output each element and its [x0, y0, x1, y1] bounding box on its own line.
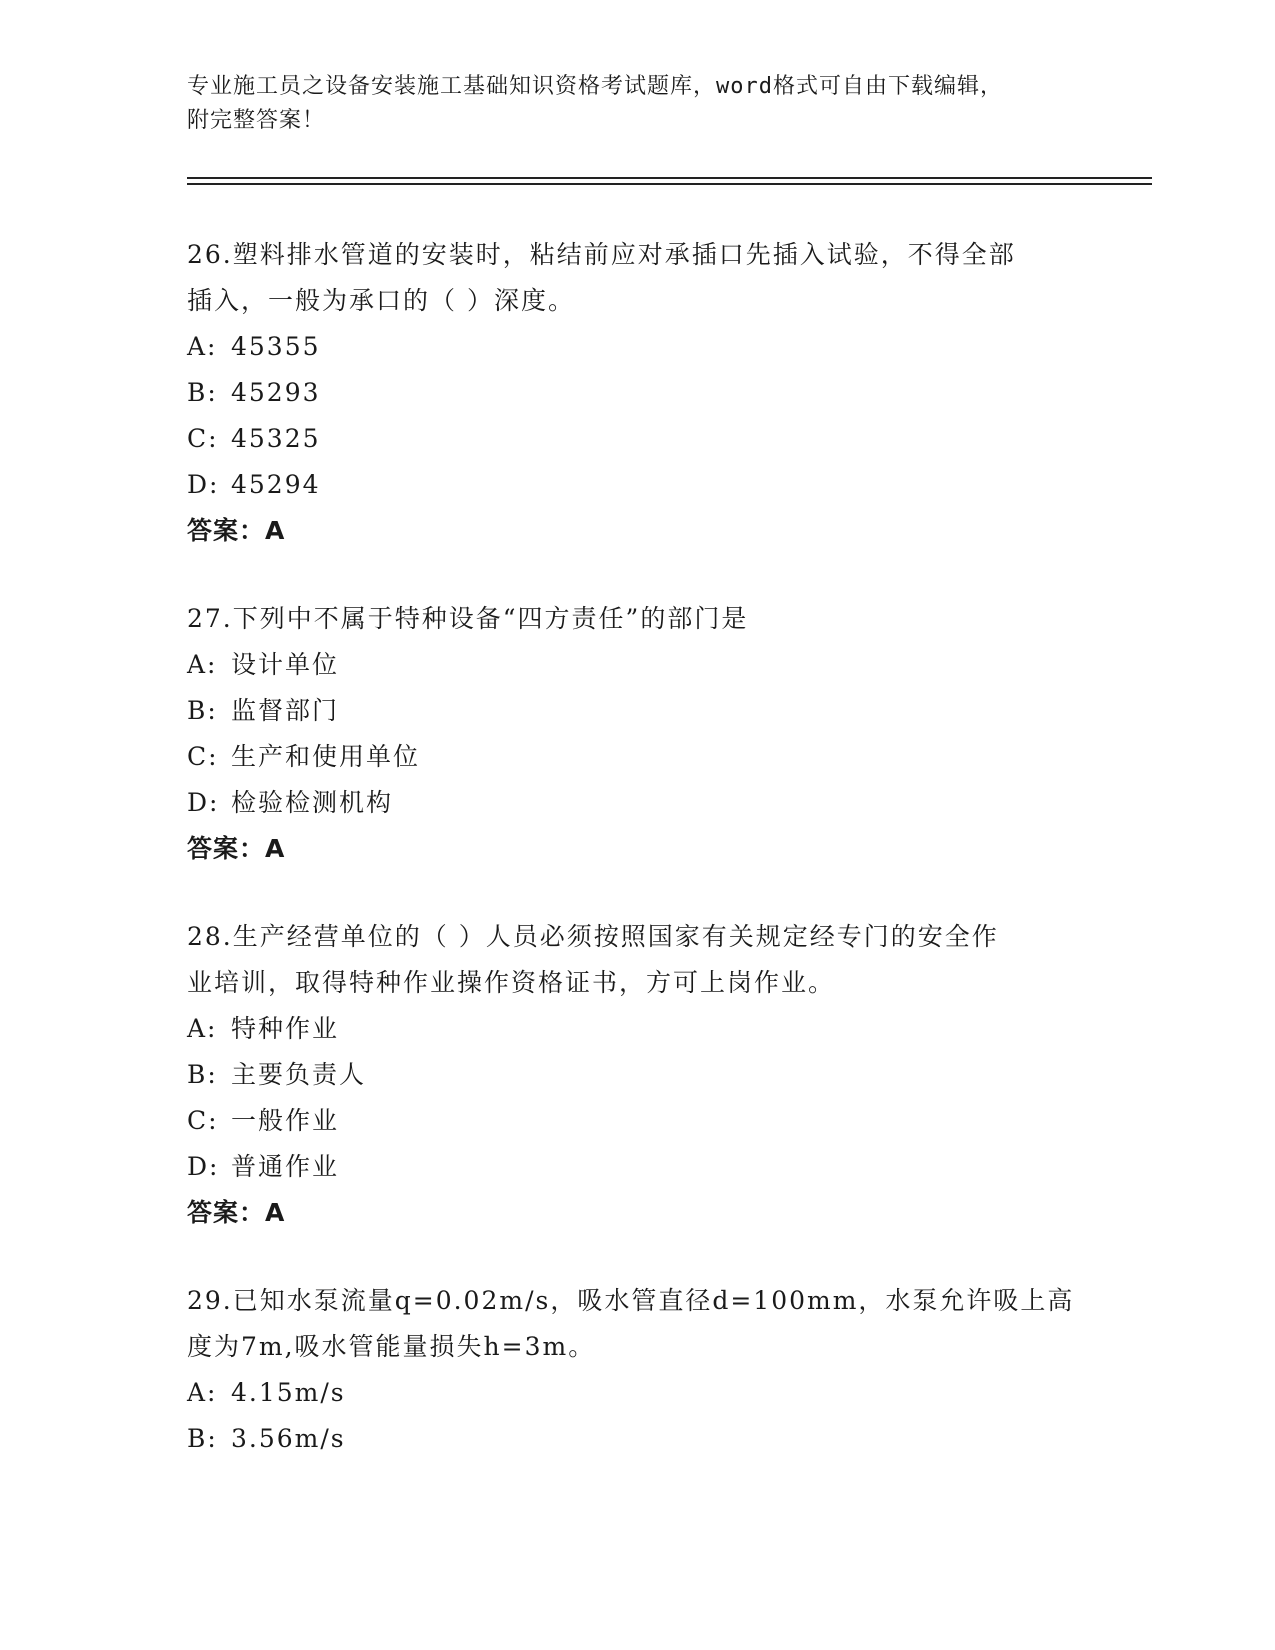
option-c: [187, 416, 1087, 462]
option-c: [187, 1098, 1087, 1144]
answer-line: 答案：A: [187, 834, 286, 863]
option-a: [187, 324, 1087, 370]
option-letter: B:: [187, 1060, 218, 1089]
option-letter: A:: [187, 1378, 218, 1407]
option-letter: C:: [187, 424, 219, 453]
option-letter: B:: [187, 378, 218, 407]
option-text: 45294: [231, 470, 321, 499]
header-line-2: 附完整答案！: [187, 108, 326, 133]
answer-line: 答案：A: [187, 1198, 286, 1227]
question-stem-line: 26.塑料排水管道的安装时，粘结前应对承插口先插入试验，不得全部: [187, 240, 1016, 269]
question-27: [187, 596, 1087, 872]
option-letter: D:: [187, 470, 220, 499]
option-letter: B:: [187, 1424, 218, 1453]
option-d: [187, 780, 1087, 826]
question-stem-line: 业培训，取得特种作业操作资格证书，方可上岗作业。: [187, 968, 836, 997]
option-d: [187, 1144, 1087, 1190]
header-divider-bottom: [187, 183, 1152, 185]
option-text: 3.56m/s: [231, 1424, 346, 1453]
option-letter: A:: [187, 332, 218, 361]
question-stem-line: 27.下列中不属于特种设备“四方责任”的部门是: [187, 604, 749, 633]
option-letter: D:: [187, 1152, 220, 1181]
option-b: [187, 1052, 1087, 1098]
option-text: 45355: [231, 332, 321, 361]
option-letter: C:: [187, 742, 219, 771]
option-letter: B:: [187, 696, 218, 725]
option-c: [187, 734, 1087, 780]
option-text: 普通作业: [231, 1152, 340, 1181]
option-b: [187, 370, 1087, 416]
option-text: 检验检测机构: [231, 788, 394, 817]
document-header: [187, 70, 1087, 138]
option-text: 一般作业: [231, 1106, 340, 1135]
option-letter: D:: [187, 788, 220, 817]
question-28: [187, 914, 1087, 1236]
option-b: [187, 688, 1087, 734]
option-text: 4.15m/s: [231, 1378, 346, 1407]
option-letter: C:: [187, 1106, 219, 1135]
option-text: 45293: [231, 378, 321, 407]
option-text: 45325: [231, 424, 321, 453]
question-stem-line: 度为7m,吸水管能量损失h=3m。: [187, 1332, 596, 1361]
option-text: 主要负责人: [231, 1060, 367, 1089]
option-text: 特种作业: [231, 1014, 340, 1043]
question-stem-line: 28.生产经营单位的（ ）人员必须按照国家有关规定经专门的安全作: [187, 922, 999, 951]
question-stem-line: 插入，一般为承口的（ ）深度。: [187, 286, 575, 315]
question-stem-line: 29.已知水泵流量q=0.02m/s，吸水管直径d=100mm，水泵允许吸上高: [187, 1286, 1075, 1315]
header-divider-top: [187, 177, 1152, 179]
question-29: [187, 1278, 1087, 1462]
option-d: [187, 462, 1087, 508]
option-a: [187, 1370, 1087, 1416]
option-text: 设计单位: [231, 650, 340, 679]
option-letter: A:: [187, 650, 218, 679]
option-text: 监督部门: [231, 696, 340, 725]
header-line-1: 专业施工员之设备安装施工基础知识资格考试题库，word格式可自由下载编辑，: [187, 74, 1003, 99]
question-26: [187, 232, 1087, 554]
answer-line: 答案：A: [187, 516, 286, 545]
option-letter: A:: [187, 1014, 218, 1043]
option-text: 生产和使用单位: [231, 742, 421, 771]
option-b: [187, 1416, 1087, 1462]
option-a: [187, 1006, 1087, 1052]
option-a: [187, 642, 1087, 688]
